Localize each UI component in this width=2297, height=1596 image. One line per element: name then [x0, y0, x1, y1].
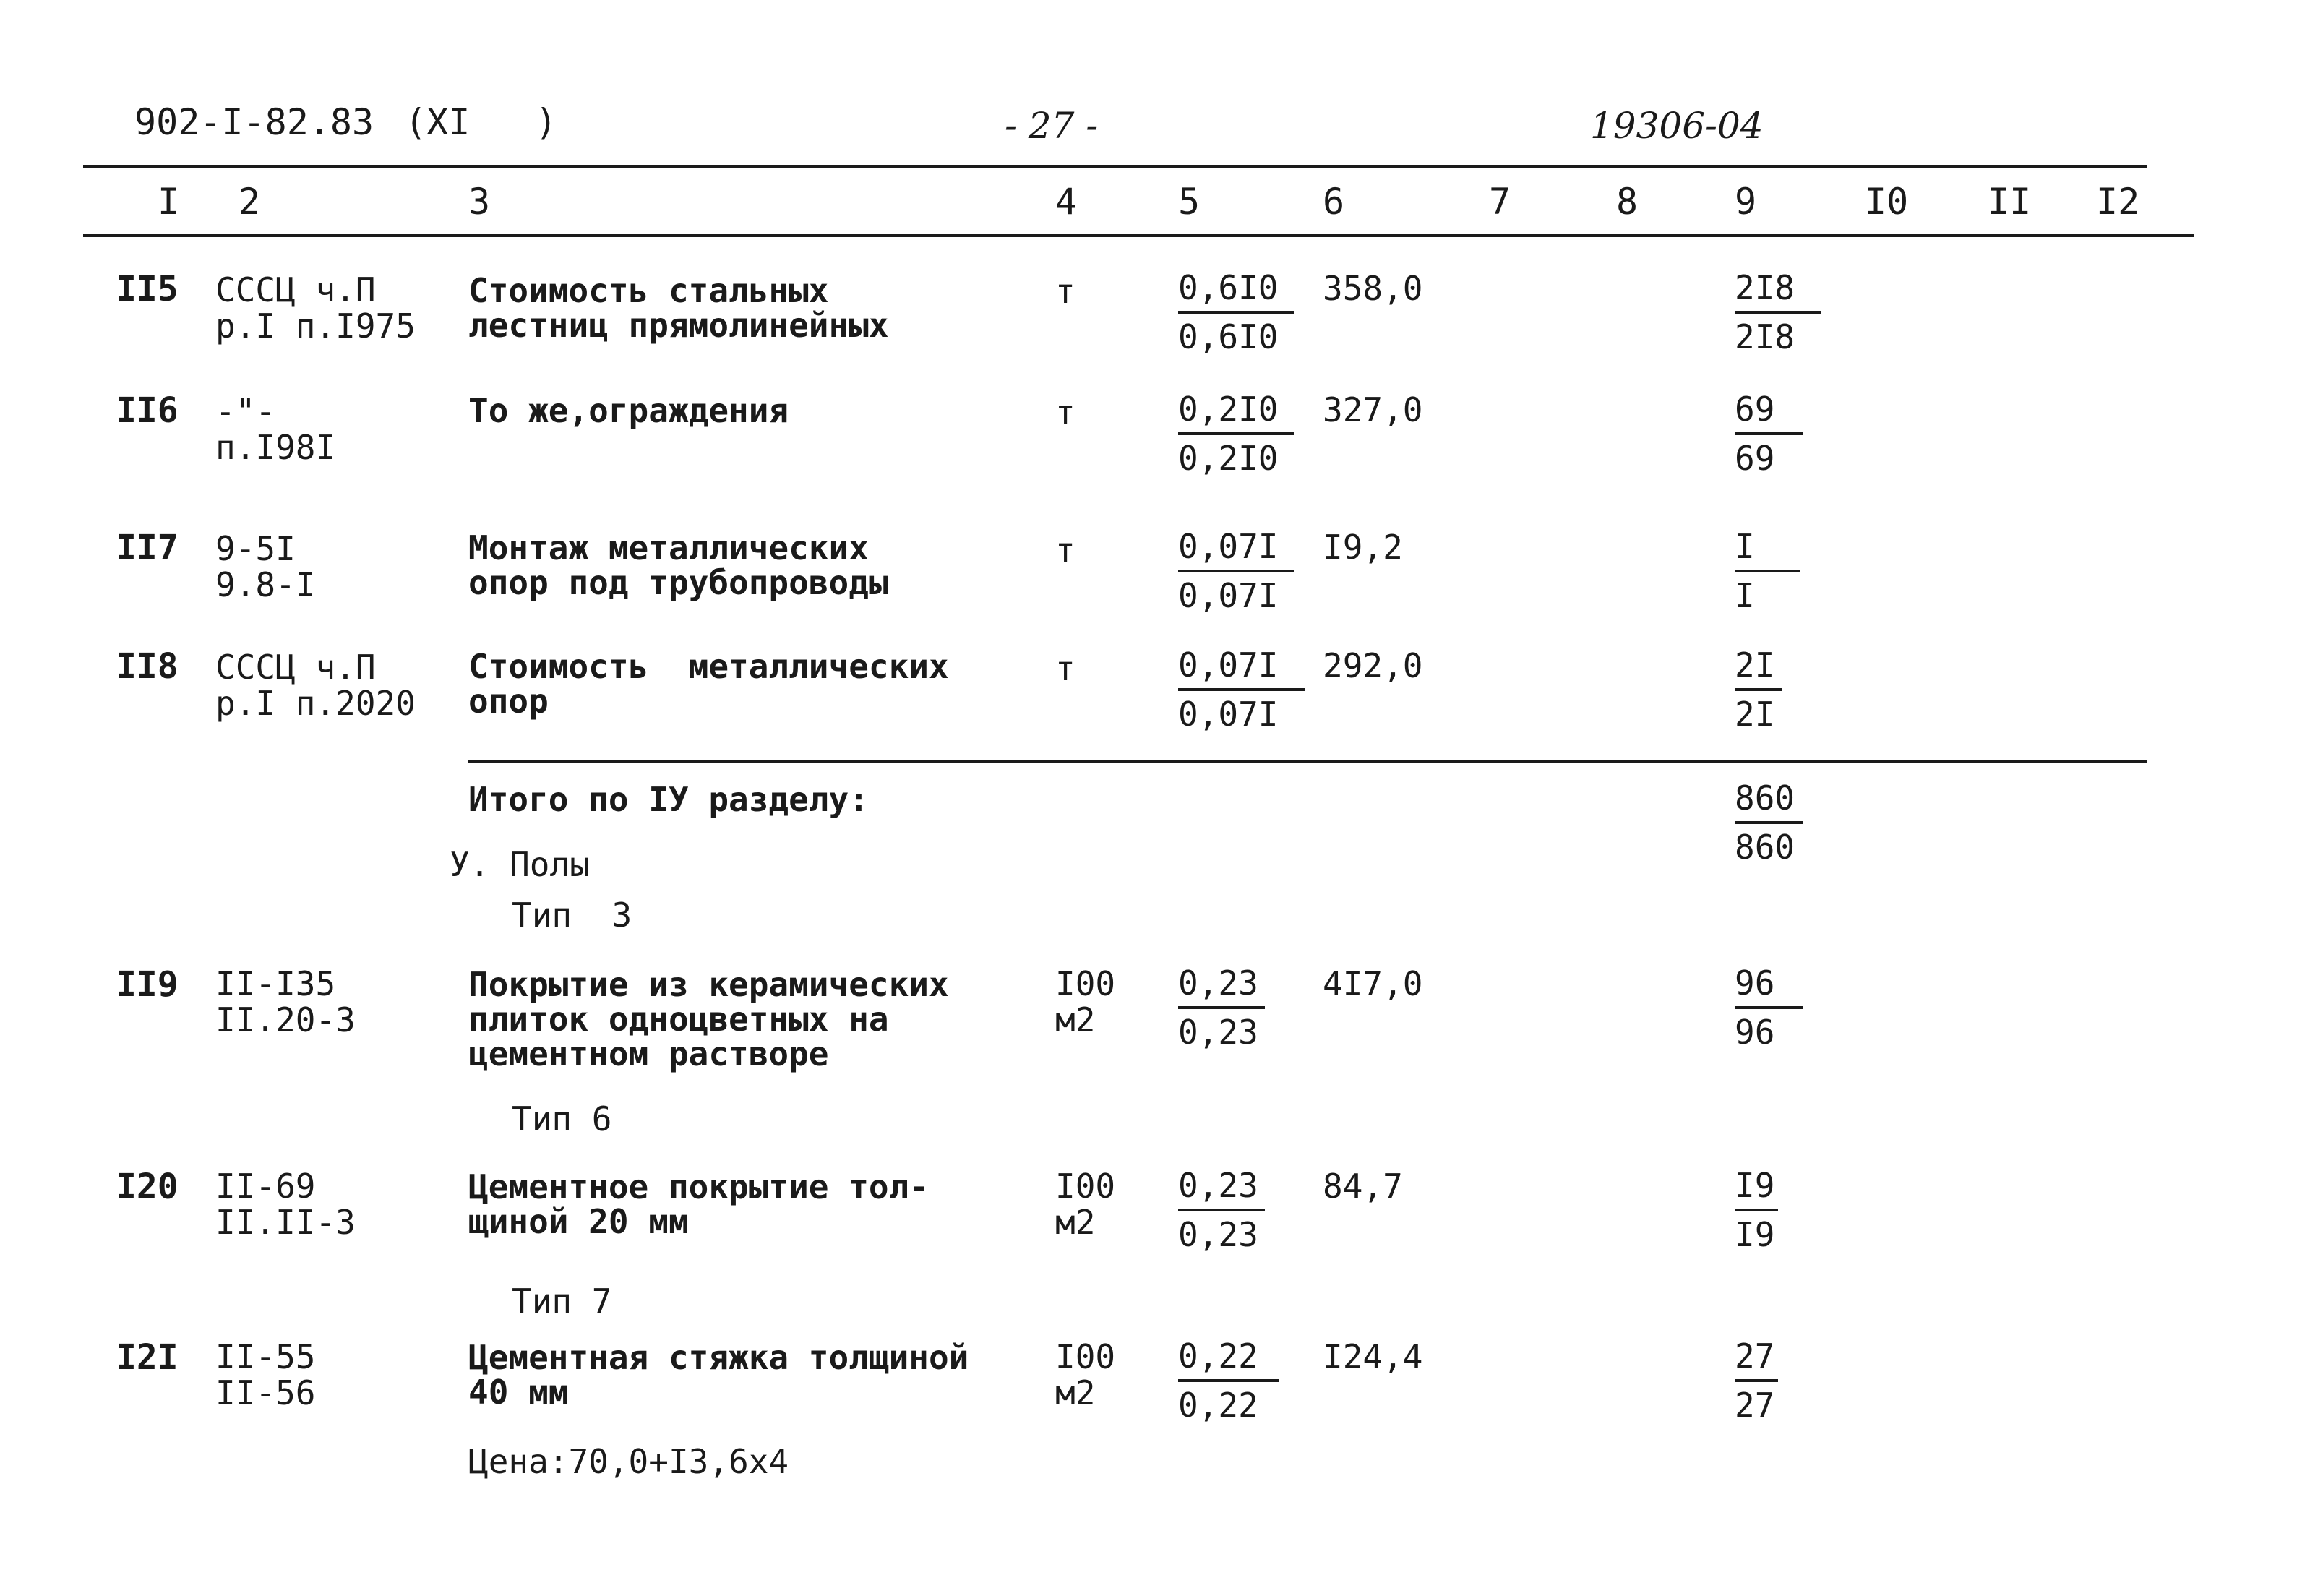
column-header-5: 5	[1178, 181, 1201, 223]
quantity-fraction: $\frac{0,23}{0,23}$	[1178, 1167, 1265, 1258]
norm-code: II-69 II.II-3	[215, 1167, 356, 1242]
price-note: Цена:70,0+I3,6х4	[468, 1442, 789, 1481]
section-title: У. Полы	[450, 845, 590, 884]
column-header-9: 9	[1735, 181, 1757, 223]
unit: I00 м2	[1055, 1337, 1116, 1412]
row-number: II8	[116, 646, 179, 687]
work-description: Стоимость металлических опор	[468, 647, 949, 721]
work-description: То же,ограждения	[468, 391, 789, 430]
norm-code: 9-5I 9.8-I	[215, 529, 316, 604]
type-3-label: Тип 3	[512, 896, 632, 935]
norm-code: II-I35 II.20-3	[215, 964, 356, 1039]
norm-code: II-55 II-56	[215, 1337, 316, 1412]
column-header-7: 7	[1489, 181, 1511, 223]
column-header-6: 6	[1323, 181, 1345, 223]
unit: I00 м2	[1055, 964, 1116, 1039]
subtotal-fraction: $\frac{860}{860}$	[1735, 779, 1803, 870]
header-rule	[83, 234, 2194, 237]
quantity-fraction: $\frac{0,07I}{0,07I}$	[1178, 646, 1305, 737]
work-description: Покрытие из керамических плиток одноцветных на цементном растворе	[468, 965, 949, 1073]
unit-rate: 292,0	[1323, 646, 1423, 685]
row-number: II9	[116, 964, 179, 1005]
unit-rate: 358,0	[1323, 269, 1423, 308]
unit-rate: 84,7	[1323, 1167, 1403, 1206]
unit: т	[1055, 272, 1075, 311]
norm-code: -"- п.I98I	[215, 392, 336, 467]
column-header-12: I2	[2096, 181, 2140, 223]
quantity-fraction: $\frac{0,22}{0,22}$	[1178, 1337, 1279, 1428]
cost-fraction: $\frac{2I}{2I}$	[1735, 646, 1782, 737]
row-number: II7	[116, 528, 179, 568]
column-header-4: 4	[1055, 181, 1078, 223]
column-header-10: I0	[1865, 181, 1909, 223]
subtotal-rule	[468, 760, 2147, 763]
column-header-8: 8	[1616, 181, 1639, 223]
quantity-fraction: $\frac{0,23}{0,23}$	[1178, 964, 1265, 1055]
column-header-11: II	[1988, 181, 2032, 223]
column-header-1: I	[158, 181, 180, 223]
cost-fraction: $\frac{2I8}{2I8}$	[1735, 269, 1821, 360]
column-header-3: 3	[468, 181, 491, 223]
norm-code: СССЦ ч.П р.I п.I975	[215, 270, 416, 346]
row-number: I20	[116, 1167, 179, 1207]
unit-rate: I9,2	[1323, 528, 1403, 567]
unit: т	[1055, 531, 1075, 570]
row-number: I2I	[116, 1337, 179, 1378]
norm-code: СССЦ ч.П р.I п.2020	[215, 648, 416, 723]
archive-number: 19306-04	[1590, 105, 1764, 147]
cost-fraction: $\frac{27}{27}$	[1735, 1337, 1778, 1428]
work-description: Цементная стяжка толщиной 40 мм	[468, 1338, 969, 1412]
type-7-label: Тип 7	[512, 1282, 612, 1321]
quantity-fraction: $\frac{0,6I0}{0,6I0}$	[1178, 269, 1294, 360]
document-code: 902-I-82.83	[134, 101, 374, 143]
column-header-2: 2	[239, 181, 261, 223]
work-description: Стоимость стальных лестниц прямолинейных	[468, 271, 889, 345]
cost-fraction: $\frac{69}{69}$	[1735, 390, 1803, 481]
unit: т	[1055, 649, 1075, 688]
work-description: Цементное покрытие тол- щиной 20 мм	[468, 1167, 929, 1241]
cost-fraction: $\frac{96}{96}$	[1735, 964, 1803, 1055]
section-code: (XI )	[405, 101, 557, 143]
row-number: II6	[116, 390, 179, 431]
quantity-fraction: $\frac{0,07I}{0,07I}$	[1178, 528, 1294, 619]
page-number: - 27 -	[1005, 105, 1099, 147]
top-rule	[83, 165, 2147, 168]
unit: т	[1055, 393, 1075, 432]
cost-fraction: $\frac{I9}{I9}$	[1735, 1167, 1778, 1258]
row-number: II5	[116, 269, 179, 309]
work-description: Монтаж металлических опор под трубопроводы	[468, 528, 889, 602]
cost-fraction: $\frac{I}{I}$	[1735, 528, 1800, 619]
quantity-fraction: $\frac{0,2I0}{0,2I0}$	[1178, 390, 1294, 481]
subtotal-label: Итого по IУ разделу:	[468, 780, 869, 819]
unit: I00 м2	[1055, 1167, 1116, 1242]
unit-rate: I24,4	[1323, 1337, 1423, 1376]
unit-rate: 327,0	[1323, 390, 1423, 429]
type-6-label: Тип 6	[512, 1099, 612, 1138]
unit-rate: 4I7,0	[1323, 964, 1423, 1003]
